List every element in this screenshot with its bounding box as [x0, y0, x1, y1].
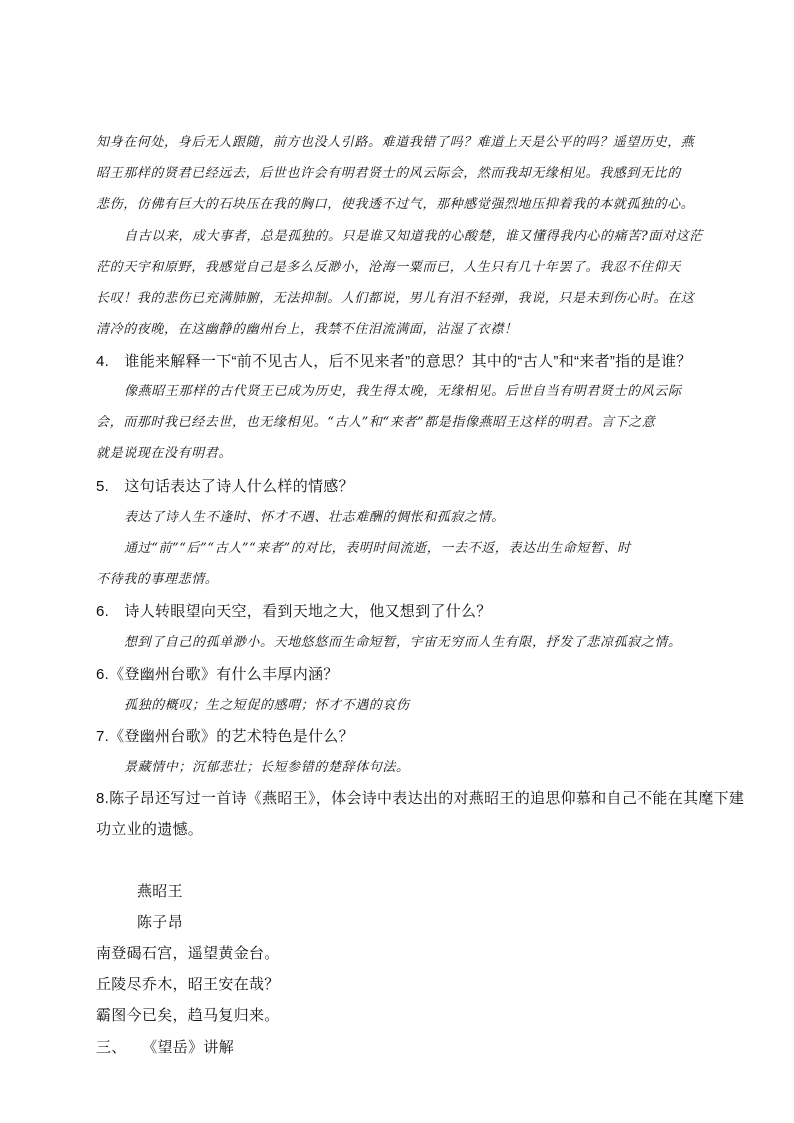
answer-7: 景藏情中；沉郁悲壮；长短参错的楚辞体句法。 — [124, 760, 410, 775]
question-7: 7.《登幽州台歌》的艺术特色是什么？ — [96, 728, 354, 745]
question-6-sky: 6. 诗人转眼望向天空，看到天地之大，他又想到了什么？ — [96, 603, 492, 620]
question-5: 5. 这句话表达了诗人什么样的情感？ — [96, 478, 354, 495]
text-line: 昭王那样的贤君已经远去，后世也许会有明君贤士的风云际会，然而我却无缘相见。我感到无比的 — [96, 166, 681, 181]
text-line: 像燕昭王那样的古代贤王已成为历史，我生得太晚，无缘相见。后世自当有明君贤士的风云际 — [124, 384, 682, 399]
text-line: 清冷的夜晚，在这幽静的幽州台上，我禁不住泪流满面，沾湿了衣襟！ — [96, 322, 518, 337]
text-line: 不待我的事理悲情。 — [96, 572, 219, 587]
text-line: 功立业的遗憾。 — [96, 821, 204, 838]
section-heading: 三、 《望岳》讲解 — [96, 1039, 235, 1056]
text-line: 通过“前”“后”“古人”“来者”的对比，表明时间流逝，一去不返，表达出生命短暂、时 — [124, 541, 631, 556]
text-line: 悲伤，仿佛有巨大的石块压在我的胸口，使我透不过气，那种感觉强烈地压抑着我的本就孤独的心。 — [96, 197, 695, 212]
text-line: 自古以来，成大事者，总是孤独的。只是谁又知道我的心酸楚，谁又懂得我内心的痛苦?面对这茫 — [124, 229, 703, 244]
poem-author: 陈子昂 — [137, 914, 183, 931]
text-line: 8.陈子昂还写过一首诗《燕昭王》，体会诗中表达出的对燕昭王的追思仰慕和自己不能在其麾下建 — [96, 790, 745, 807]
text-line: 茫的天宇和原野，我感觉自己是多么反渺小，沧海一粟而已，人生只有几十年罢了。我忍不住仰天 — [96, 260, 681, 275]
text-line: 会，而那时我已经去世，也无缘相见。“古人”和“来者”都是指像燕昭王这样的明君。言下之意 — [96, 415, 656, 430]
question-6-meaning: 6.《登幽州台歌》有什么丰厚内涵？ — [96, 666, 339, 683]
answer-6-meaning: 孤独的概叹；生之短促的感喟；怀才不遇的哀伤 — [124, 698, 410, 713]
text-line: 表达了诗人生不逢时、怀才不遇、壮志难酬的惆怅和孤寂之情。 — [124, 510, 505, 525]
text-line: 知身在何处，身后无人跟随，前方也没人引路。难道我错了吗？难道上天是公平的吗？遥望历史，燕 — [96, 135, 695, 150]
poem-line: 南登碣石宫，遥望黄金台。 — [96, 945, 280, 962]
poem-line: 丘陵尽乔木，昭王安在哉？ — [96, 976, 280, 993]
question-4: 4. 谁能来解释一下“前不见古人，后不见来者”的意思？其中的“古人”和“来者”指的是谁？ — [96, 353, 692, 370]
poem-line: 霸图今已矣，趋马复归来。 — [96, 1007, 280, 1024]
text-line: 就是说现在没有明君。 — [96, 446, 233, 461]
text-line: 长叹！我的悲伤已充满肺腑，无法抑制。人们都说，男儿有泪不轻弹，我说，只是未到伤心时。在这 — [96, 291, 695, 306]
poem-title: 燕昭王 — [137, 883, 183, 900]
answer-6-sky: 想到了自己的孤单渺小。天地悠悠而生命短暂，宇宙无穷而人生有限，抒发了悲凉孤寂之情。 — [124, 635, 682, 650]
